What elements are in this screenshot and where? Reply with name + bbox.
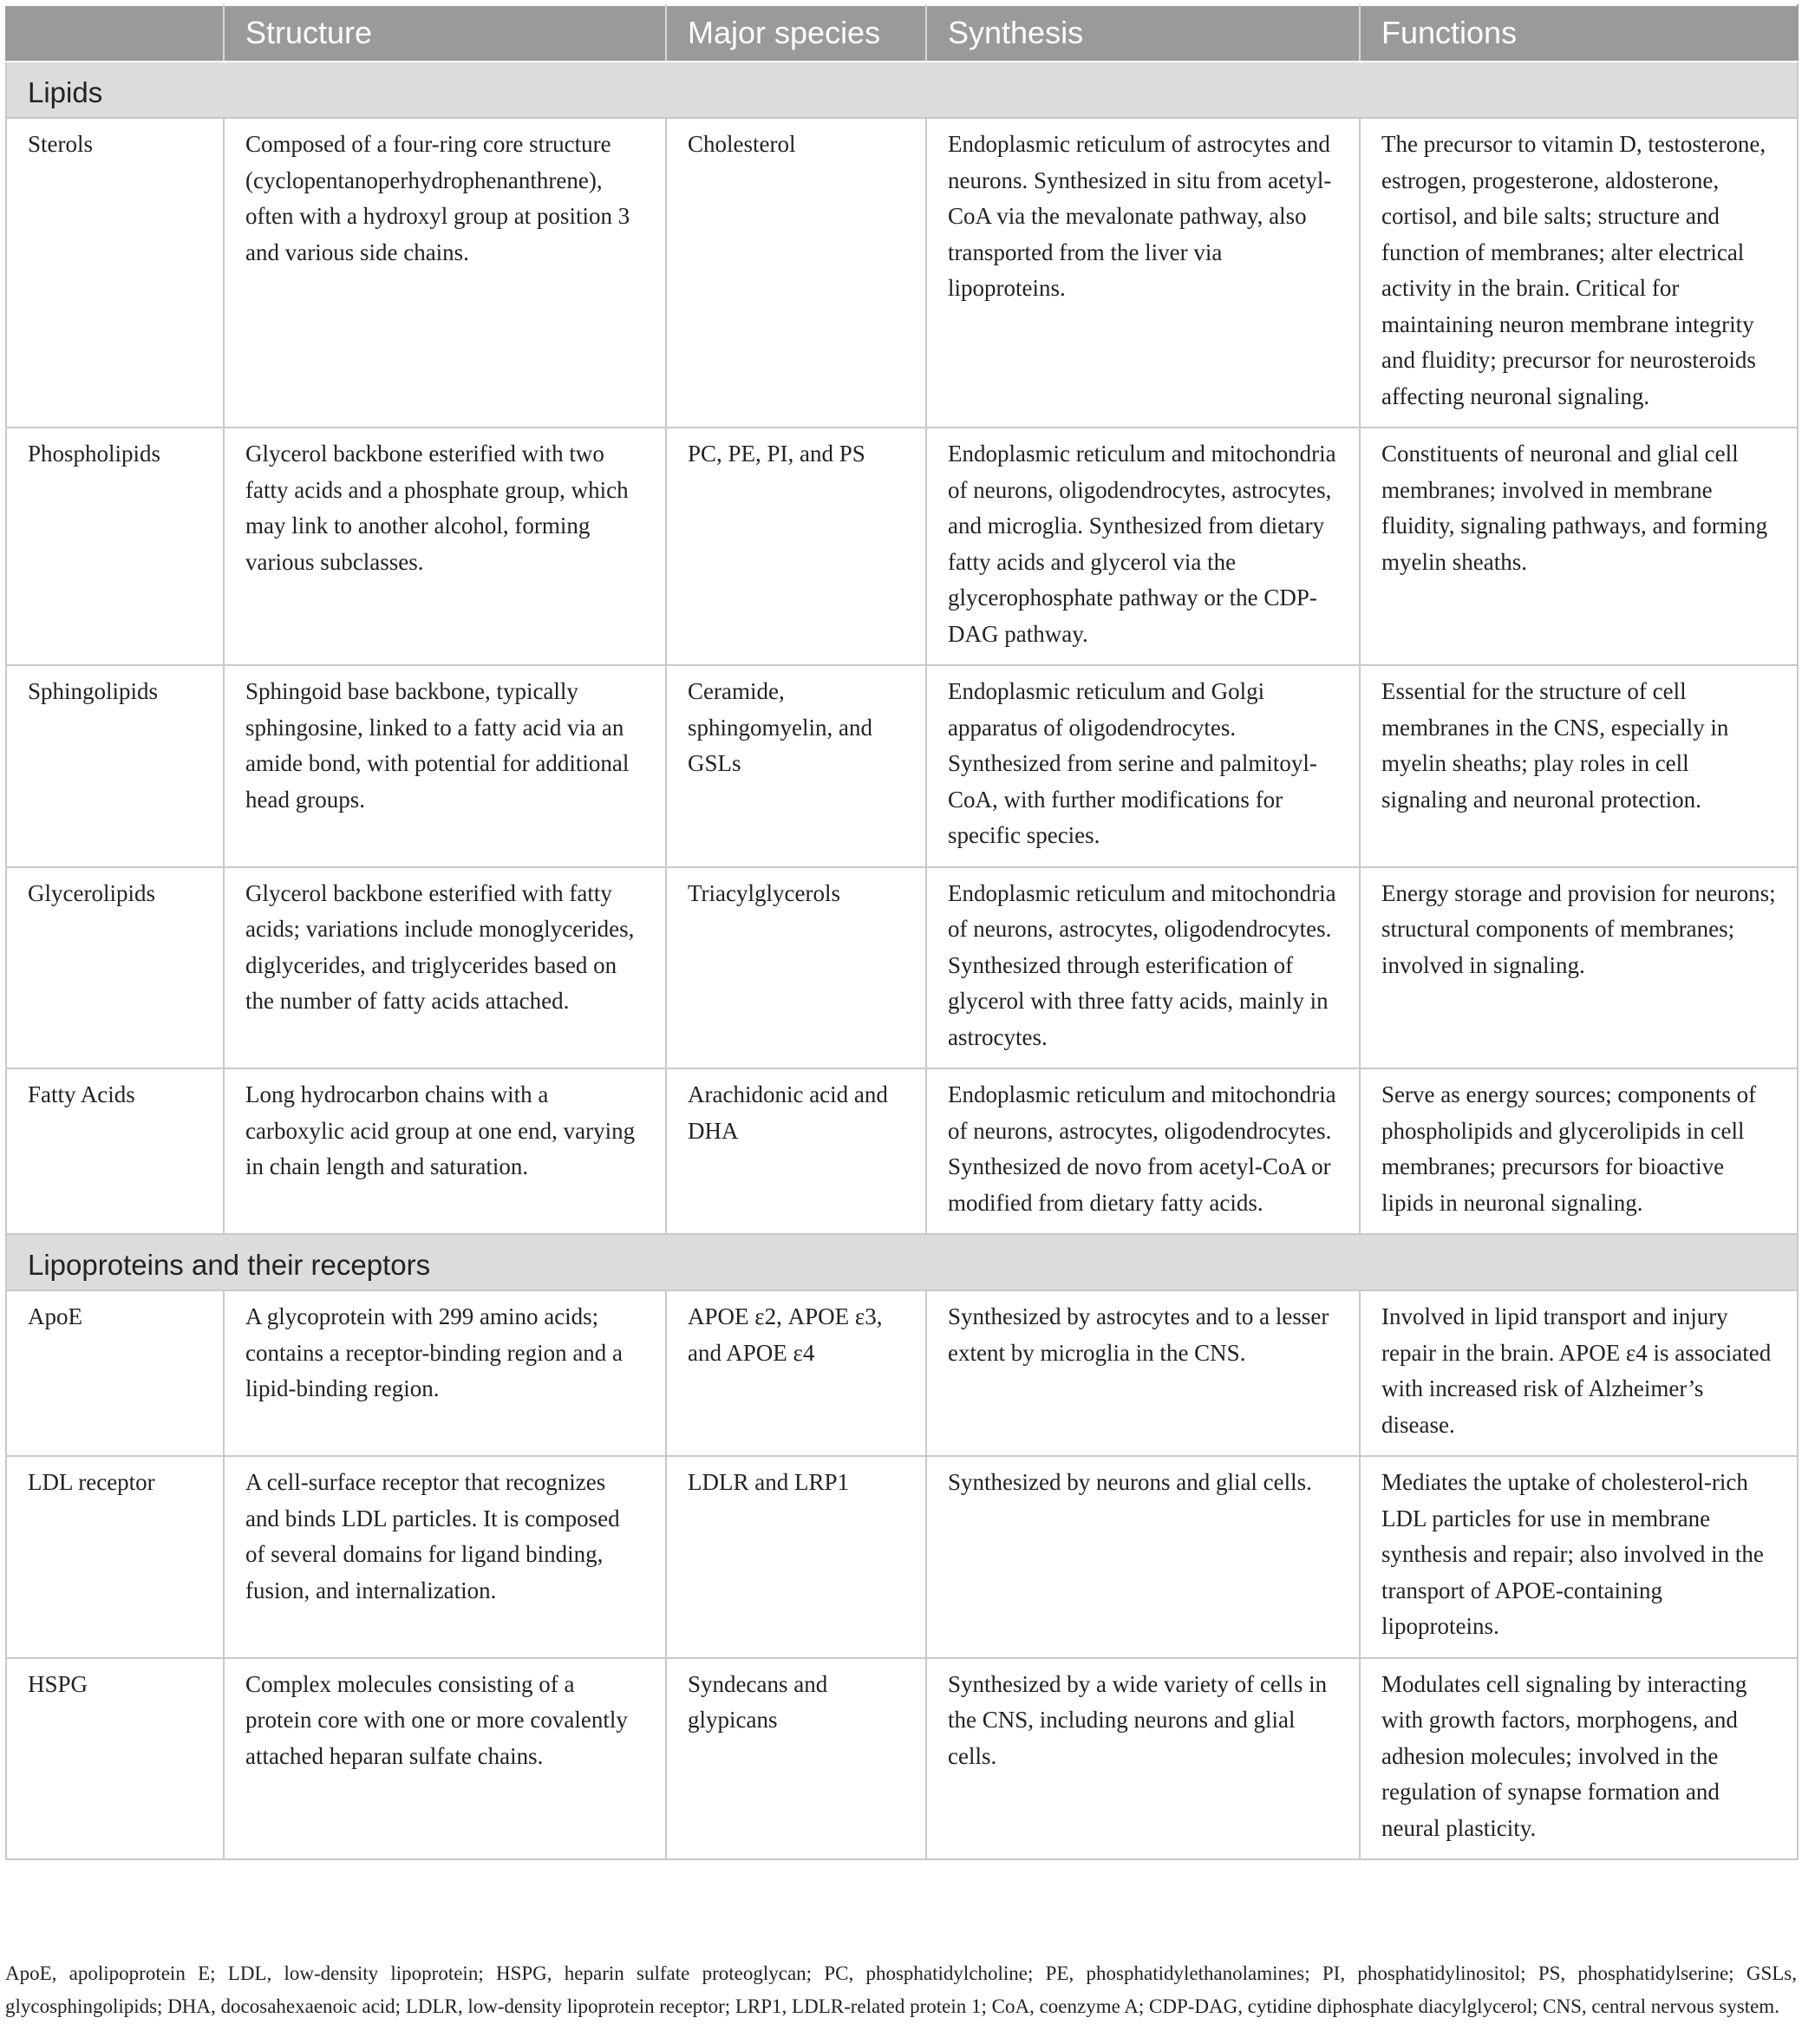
functions-cell: The precursor to vitamin D, testosterone, estrogen, progesterone, aldosterone, cortisol, and bile salts; structure and function of membranes; alter electrical activity in the brain. Critical for maintaining neuron membrane integrity and fluidity; precursor for neurosteroids affecting neuronal signaling. <box>1360 118 1798 428</box>
section-title: Lipids <box>6 62 1798 118</box>
structure-cell: Long hydrocarbon chains with a carboxylic acid group at one end, varying in chain length and saturation. <box>224 1068 666 1234</box>
row-name: Sterols <box>6 118 224 428</box>
row-name: ApoE <box>6 1290 224 1456</box>
table-row <box>6 1290 1798 1456</box>
functions-cell: Mediates the uptake of cholesterol-rich LDL particles for use in membrane synthesis and repair; also involved in the transport of APOE-containing lipoproteins. <box>1360 1456 1798 1658</box>
species-cell: Syndecans and glypicans <box>666 1658 926 1860</box>
section-row-lipoproteins <box>6 1234 1798 1290</box>
synthesis-cell: Endoplasmic reticulum and Golgi apparatus of oligodendrocytes. Synthesized from serine and palmitoyl-CoA, with further modifications for specific species. <box>926 665 1360 867</box>
structure-cell: Glycerol backbone esterified with fatty acids; variations include monoglycerides, diglycerides, and triglycerides based on the number of fatty acids attached. <box>224 867 666 1069</box>
structure-cell: Sphingoid base backbone, typically sphingosine, linked to a fatty acid via an amide bond, with potential for additional head groups. <box>224 665 666 867</box>
table-row <box>6 118 1798 428</box>
functions-cell: Essential for the structure of cell membranes in the CNS, especially in myelin sheaths; play roles in cell signaling and neuronal protection. <box>1360 665 1798 867</box>
functions-cell: Involved in lipid transport and injury repair in the brain. APOE ε4 is associated with increased risk of Alzheimer’s disease. <box>1360 1290 1798 1456</box>
header-functions: Functions <box>1360 5 1798 62</box>
structure-cell: Composed of a four-ring core structure (cyclopentanoperhydrophenanthrene), often with a hydroxyl group at position 3 and various side chains. <box>224 118 666 428</box>
table-row <box>6 665 1798 867</box>
header-major-species: Major species <box>666 5 926 62</box>
table-footnote: ApoE, apolipoprotein E; LDL, low-density lipoprotein; HSPG, heparin sulfate proteoglycan; PC, phosphatidylcholine; PE, phosphatidylethanolamines; PI, phosphatidylinositol; PS, phosphatidylserine; GSLs, glycosphingolipids; DHA, docosahexaenoic acid; LDLR, low-density lipoprotein receptor; LRP1, LDLR-related protein 1; CoA, coenzyme A; CDP-DAG, cytidine diphosphate diacylglycerol; CNS, central nervous system. <box>5 1962 1797 2017</box>
functions-cell: Modulates cell signaling by interacting with growth factors, morphogens, and adhesion molecules; involved in the regulation of synapse formation and neural plasticity. <box>1360 1658 1798 1860</box>
species-cell: Cholesterol <box>666 118 926 428</box>
row-name: Glycerolipids <box>6 867 224 1069</box>
synthesis-cell: Synthesized by a wide variety of cells in the CNS, including neurons and glial cells. <box>926 1658 1360 1860</box>
row-name: LDL receptor <box>6 1456 224 1658</box>
header-row <box>6 5 1798 62</box>
functions-cell: Energy storage and provision for neurons; structural components of membranes; involved in signaling. <box>1360 867 1798 1069</box>
synthesis-cell: Synthesized by neurons and glial cells. <box>926 1456 1360 1658</box>
species-cell: APOE ε2, APOE ε3, and APOE ε4 <box>666 1290 926 1456</box>
synthesis-cell: Endoplasmic reticulum of astrocytes and neurons. Synthesized in situ from acetyl-CoA via the mevalonate pathway, also transported from the liver via lipoproteins. <box>926 118 1360 428</box>
functions-cell: Constituents of neuronal and glial cell membranes; involved in membrane fluidity, signaling pathways, and forming myelin sheaths. <box>1360 428 1798 665</box>
table-row <box>6 428 1798 665</box>
structure-cell: Complex molecules consisting of a protein core with one or more covalently attached heparan sulfate chains. <box>224 1658 666 1860</box>
row-name: Fatty Acids <box>6 1068 224 1234</box>
species-cell: Triacylglycerols <box>666 867 926 1069</box>
species-cell: PC, PE, PI, and PS <box>666 428 926 665</box>
functions-cell: Serve as energy sources; components of phospholipids and glycerolipids in cell membranes; precursors for bioactive lipids in neuronal signaling. <box>1360 1068 1798 1234</box>
lipid-table <box>5 4 1799 1860</box>
structure-cell: A cell-surface receptor that recognizes and binds LDL particles. It is composed of several domains for ligand binding, fusion, and internalization. <box>224 1456 666 1658</box>
table-row <box>6 1456 1798 1658</box>
header-structure: Structure <box>224 5 666 62</box>
structure-cell: A glycoprotein with 299 amino acids; contains a receptor-binding region and a lipid-binding region. <box>224 1290 666 1456</box>
species-cell: Arachidonic acid and DHA <box>666 1068 926 1234</box>
table-row <box>6 1658 1798 1860</box>
row-name: Phospholipids <box>6 428 224 665</box>
table-container <box>5 4 1797 1860</box>
header-blank <box>6 5 224 62</box>
section-row-lipids <box>6 62 1798 118</box>
table-row <box>6 1068 1798 1234</box>
structure-cell: Glycerol backbone esterified with two fatty acids and a phosphate group, which may link to another alcohol, forming various subclasses. <box>224 428 666 665</box>
header-synthesis: Synthesis <box>926 5 1360 62</box>
synthesis-cell: Endoplasmic reticulum and mitochondria of neurons, oligodendrocytes, astrocytes, and microglia. Synthesized from dietary fatty acids and glycerol via the glycerophosphate pathway or the CDP-DAG pathway. <box>926 428 1360 665</box>
synthesis-cell: Endoplasmic reticulum and mitochondria of neurons, astrocytes, oligodendrocytes. Synthesized de novo from acetyl-CoA or modified from dietary fatty acids. <box>926 1068 1360 1234</box>
row-name: HSPG <box>6 1658 224 1860</box>
row-name: Sphingolipids <box>6 665 224 867</box>
section-title: Lipoproteins and their receptors <box>6 1234 1798 1290</box>
table-row <box>6 867 1798 1069</box>
species-cell: LDLR and LRP1 <box>666 1456 926 1658</box>
species-cell: Ceramide, sphingomyelin, and GSLs <box>666 665 926 867</box>
synthesis-cell: Endoplasmic reticulum and mitochondria of neurons, astrocytes, oligodendrocytes. Synthesized through esterification of glycerol with three fatty acids, mainly in astrocytes. <box>926 867 1360 1069</box>
synthesis-cell: Synthesized by astrocytes and to a lesser extent by microglia in the CNS. <box>926 1290 1360 1456</box>
